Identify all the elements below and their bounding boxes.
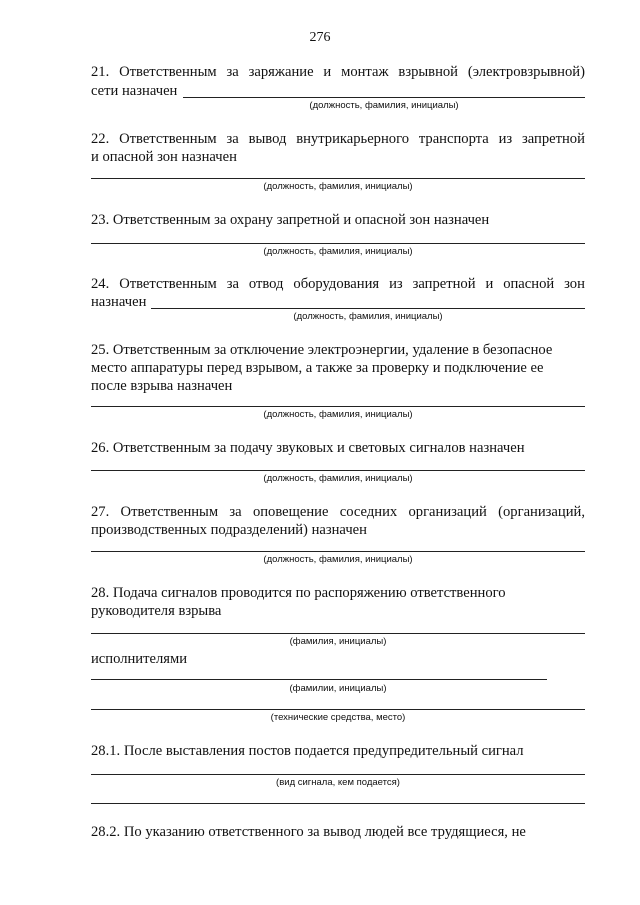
item-23-line1: 23. Ответственным за охрану запретной и опасной зон назначен — [91, 212, 490, 228]
item-21-line1: 21. Ответственным за заряжание и монтаж взрывной (электровзрывной) — [91, 64, 585, 80]
item-24-line2: назначен — [91, 294, 147, 310]
item-27-caption: (должность, фамилия, инициалы) — [263, 554, 413, 565]
item-28-fill-line-1 — [91, 633, 585, 634]
item-23-caption: (должность, фамилия, инициалы) — [263, 246, 413, 257]
item-28-caption-2: (фамилии, инициалы) — [289, 683, 387, 694]
item-22-line2: и опасной зон назначен — [91, 149, 237, 165]
item-25-caption: (должность, фамилия, инициалы) — [263, 409, 413, 420]
item-28-1-caption: (вид сигнала, кем подается) — [276, 777, 400, 788]
item-21-caption: (должность, фамилия, инициалы) — [309, 100, 459, 111]
item-24-fill-line — [151, 308, 585, 309]
item-28-2-line1: 28.2. По указанию ответственного за вывод людей все трудящиеся, не — [91, 824, 526, 840]
item-23-fill-line — [91, 243, 585, 244]
item-28-fill-line-3 — [91, 709, 585, 710]
item-28-1-fill-line-1 — [91, 774, 585, 775]
page-number: 276 — [309, 30, 331, 45]
item-28-fill-line-2 — [91, 679, 547, 680]
item-21-line2: сети назначен — [91, 83, 178, 99]
item-28-caption-3: (технические средства, место) — [270, 712, 406, 723]
item-27-line1: 27. Ответственным за оповещение соседних организаций (организаций, — [91, 504, 585, 520]
item-25-line2: место аппаратуры перед взрывом, а также за проверку и подключение ее — [91, 360, 544, 376]
item-26-line1: 26. Ответственным за подачу звуковых и световых сигналов назначен — [91, 440, 525, 456]
item-28-1-line1: 28.1. После выставления постов подается предупредительный сигнал — [91, 743, 524, 759]
item-25-fill-line — [91, 406, 585, 407]
item-28-line2: руководителя взрыва — [91, 603, 222, 619]
item-24-caption: (должность, фамилия, инициалы) — [293, 311, 443, 322]
item-21-fill-line — [183, 97, 585, 98]
item-27-line2: производственных подразделений) назначен — [91, 522, 367, 538]
item-22-fill-line — [91, 178, 585, 179]
item-28-caption-1: (фамилия, инициалы) — [289, 636, 387, 647]
item-28-1-fill-line-2 — [91, 803, 585, 804]
item-28-executors-label: исполнителями — [91, 651, 187, 667]
item-22-line1: 22. Ответственным за вывод внутрикарьерного транспорта из запретной — [91, 131, 585, 147]
item-27-fill-line — [91, 551, 585, 552]
item-25-line3: после взрыва назначен — [91, 378, 233, 394]
item-26-caption: (должность, фамилия, инициалы) — [263, 473, 413, 484]
item-28-line1: 28. Подача сигналов проводится по распоряжению ответственного — [91, 585, 506, 601]
item-25-line1: 25. Ответственным за отключение электроэнергии, удаление в безопасное — [91, 342, 553, 358]
item-24-line1: 24. Ответственным за отвод оборудования из запретной и опасной зон — [91, 276, 585, 292]
item-22-caption: (должность, фамилия, инициалы) — [263, 181, 413, 192]
item-26-fill-line — [91, 470, 585, 471]
